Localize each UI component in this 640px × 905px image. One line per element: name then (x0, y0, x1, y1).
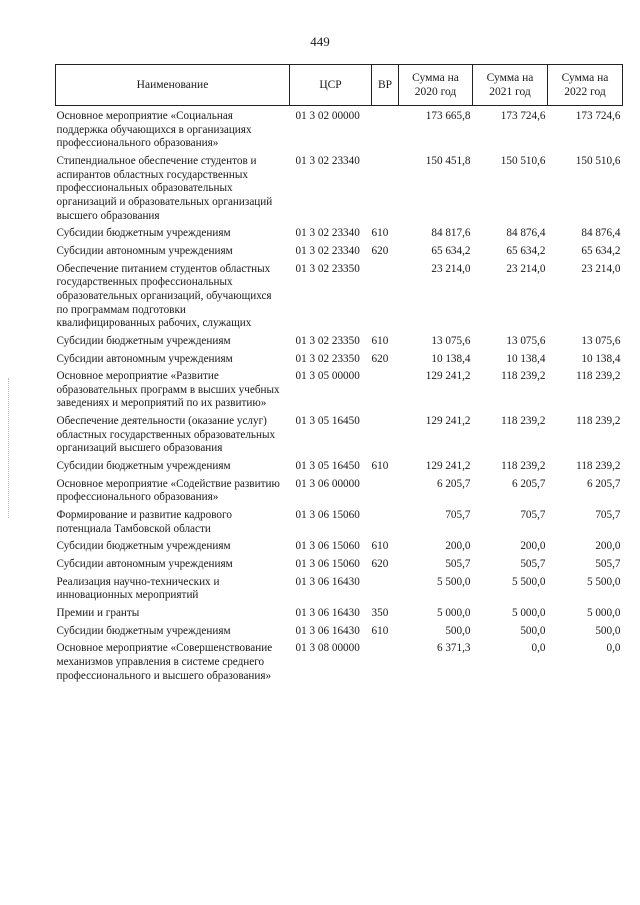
row-sum-2020: 173 665,8 (425, 110, 471, 122)
table-row (56, 505, 623, 536)
row-name: Премии и гранты (56, 607, 140, 619)
row-vr-code: 610 (371, 227, 389, 240)
header-sum-2021: Сумма на 2021 год (473, 65, 548, 106)
table-row (56, 241, 623, 259)
table-row (56, 366, 623, 411)
table-row (56, 474, 623, 505)
row-csr-code: 01 3 05 00000 (295, 370, 360, 383)
row-sum-2020: 150 451,8 (425, 154, 471, 167)
row-sum-2022: 10 138,4 (581, 352, 621, 365)
row-vr-code: 350 (371, 607, 389, 619)
row-sum-2020: 10 138,4 (431, 352, 471, 365)
table-row (56, 638, 623, 683)
row-sum-2022: 5 000,0 (586, 607, 621, 619)
row-vr-code: 620 (371, 244, 389, 257)
row-sum-2022: 84 876,4 (581, 227, 621, 240)
row-csr-code: 01 3 02 23350 (295, 334, 360, 347)
row-sum-2021: 65 634,2 (506, 244, 546, 257)
row-sum-2021: 150 510,6 (500, 154, 546, 167)
row-sum-2020: 5 000,0 (436, 607, 471, 619)
row-vr-code (372, 474, 399, 505)
row-name: Основное мероприятие «Совершенствование механизмов управления в системе среднего профессионального и высшего образования» (56, 642, 273, 682)
row-sum-2021: 0,0 (531, 642, 546, 655)
row-sum-2020: 129 241,2 (425, 370, 471, 383)
row-csr-code: 01 3 08 00000 (295, 642, 360, 655)
row-csr-code: 01 3 06 15060 (295, 558, 360, 571)
table-row (56, 223, 623, 241)
row-sum-2022: 505,7 (595, 558, 621, 571)
row-csr-code: 01 3 06 15060 (295, 540, 360, 553)
row-vr-code (372, 572, 399, 603)
table-row (56, 331, 623, 349)
row-vr-code: 610 (371, 460, 389, 473)
row-sum-2021: 173 724,6 (500, 110, 546, 122)
table-body (56, 106, 623, 684)
row-name: Субсидии бюджетным учреждениям (56, 227, 231, 240)
row-sum-2020: 6 371,3 (436, 642, 471, 655)
row-name: Субсидии бюджетным учреждениям (56, 334, 231, 347)
header-name: Наименование (56, 65, 290, 106)
row-name: Формирование и развитие кадрового потенциала Тамбовской области (56, 509, 232, 535)
row-sum-2021: 118 239,2 (501, 415, 546, 428)
header-vr: ВР (372, 65, 399, 106)
row-sum-2021: 505,7 (520, 558, 546, 571)
row-sum-2021: 200,0 (520, 540, 546, 553)
header-csr: ЦСР (290, 65, 372, 106)
row-sum-2022: 200,0 (595, 540, 621, 553)
row-csr-code: 01 3 02 23350 (295, 262, 360, 275)
row-csr-code: 01 3 02 23340 (295, 244, 360, 257)
table-row (56, 106, 623, 151)
table-row (56, 151, 623, 223)
row-sum-2020: 5 500,0 (436, 575, 471, 588)
row-sum-2020: 84 817,6 (431, 227, 471, 240)
row-vr-code (372, 151, 399, 223)
header-row (56, 65, 623, 106)
table-row (56, 572, 623, 603)
row-sum-2022: 150 510,6 (575, 154, 621, 167)
header-sum-2022: Сумма на 2022 год (548, 65, 623, 106)
row-sum-2020: 129 241,2 (425, 460, 471, 473)
row-csr-code: 01 3 05 16450 (295, 415, 360, 428)
header-sum-2020: Сумма на 2020 год (399, 65, 473, 106)
row-sum-2022: 23 214,0 (581, 262, 621, 275)
row-sum-2020: 23 214,0 (431, 262, 471, 275)
row-name: Обеспечение питанием студентов областных государственных профессиональных образовательных организаций, обучающихся по программам подготовки квалифицированных рабочих, служащих (56, 262, 272, 330)
row-csr-code: 01 3 02 00000 (295, 110, 360, 122)
table-row (56, 554, 623, 572)
table-row (56, 411, 623, 456)
row-vr-code: 620 (371, 558, 389, 571)
row-sum-2022: 118 239,2 (576, 370, 621, 383)
row-sum-2020: 200,0 (445, 540, 471, 553)
table-row (56, 536, 623, 554)
row-sum-2020: 505,7 (445, 558, 471, 571)
row-sum-2021: 5 500,0 (511, 575, 546, 588)
row-vr-code (372, 411, 399, 456)
row-csr-code: 01 3 02 23350 (295, 352, 360, 365)
row-csr-code: 01 3 06 00000 (295, 477, 360, 490)
row-sum-2022: 118 239,2 (576, 460, 621, 473)
row-vr-code (372, 366, 399, 411)
row-sum-2021: 13 075,6 (506, 334, 546, 347)
row-sum-2021: 23 214,0 (506, 262, 546, 275)
row-sum-2022: 65 634,2 (581, 244, 621, 257)
row-name: Обеспечение деятельности (оказание услуг) областных государственных образовательных организаций высшего образования (56, 415, 276, 455)
row-sum-2022: 5 500,0 (586, 575, 621, 588)
row-sum-2021: 10 138,4 (506, 352, 546, 365)
row-name: Основное мероприятие «Социальная поддержка обучающихся в организациях профессионального образования» (56, 110, 252, 150)
row-sum-2021: 500,0 (520, 624, 546, 637)
budget-table-container (55, 64, 622, 683)
row-sum-2022: 173 724,6 (575, 110, 621, 122)
row-vr-code: 610 (371, 334, 389, 347)
row-csr-code: 01 3 06 16430 (295, 607, 360, 619)
row-sum-2022: 118 239,2 (576, 415, 621, 428)
row-name: Субсидии бюджетным учреждениям (56, 460, 231, 473)
table-row (56, 349, 623, 367)
row-sum-2022: 500,0 (595, 624, 621, 637)
scan-margin-mark (8, 378, 10, 518)
row-csr-code: 01 3 05 16450 (295, 460, 360, 473)
row-name: Стипендиальное обеспечение студентов и аспирантов областных государственных профессиональных образовательных организаций и образовательных организаций высшего образования (56, 154, 273, 222)
table-row (56, 621, 623, 639)
row-csr-code: 01 3 06 15060 (295, 509, 360, 522)
row-name: Субсидии автономным учреждениям (56, 352, 233, 365)
row-sum-2020: 500,0 (445, 624, 471, 637)
row-sum-2022: 705,7 (595, 509, 621, 522)
row-vr-code (372, 259, 399, 331)
row-csr-code: 01 3 02 23340 (295, 154, 360, 167)
row-sum-2020: 705,7 (445, 509, 471, 522)
row-sum-2021: 705,7 (520, 509, 546, 522)
row-sum-2021: 118 239,2 (501, 460, 546, 473)
row-vr-code (372, 505, 399, 536)
row-sum-2022: 6 205,7 (586, 477, 621, 490)
table-row (56, 603, 623, 621)
row-name: Основное мероприятие «Развитие образовательных программ в высших учебных заведениях и мероприятий по их развитию» (56, 370, 280, 410)
row-sum-2020: 6 205,7 (436, 477, 471, 490)
row-name: Субсидии автономным учреждениям (56, 558, 233, 571)
page-number: 449 (310, 34, 330, 49)
row-name: Реализация научно-технических и инновационных мероприятий (56, 575, 220, 602)
row-vr-code (372, 638, 399, 683)
row-sum-2021: 84 876,4 (506, 227, 546, 240)
row-sum-2021: 5 000,0 (511, 607, 546, 619)
row-sum-2022: 0,0 (606, 642, 621, 655)
row-vr-code: 610 (371, 540, 389, 553)
row-name: Субсидии бюджетным учреждениям (56, 624, 231, 637)
table-row (56, 259, 623, 331)
row-csr-code: 01 3 06 16430 (295, 575, 360, 588)
row-vr-code (372, 106, 399, 151)
row-sum-2020: 129 241,2 (425, 415, 471, 428)
row-sum-2022: 13 075,6 (581, 334, 621, 347)
row-sum-2020: 13 075,6 (431, 334, 471, 347)
row-vr-code: 610 (371, 624, 389, 637)
row-sum-2021: 6 205,7 (511, 477, 546, 490)
table-header (56, 65, 623, 106)
table-row (56, 456, 623, 474)
row-name: Субсидии автономным учреждениям (56, 244, 233, 257)
row-name: Основное мероприятие «Содействие развитию профессионального образования» (56, 477, 280, 504)
row-sum-2021: 118 239,2 (501, 370, 546, 383)
row-csr-code: 01 3 06 16430 (295, 624, 360, 637)
budget-table (55, 64, 623, 683)
row-vr-code: 620 (371, 352, 389, 365)
row-name: Субсидии бюджетным учреждениям (56, 540, 231, 553)
row-csr-code: 01 3 02 23340 (295, 227, 360, 240)
row-sum-2020: 65 634,2 (431, 244, 471, 257)
